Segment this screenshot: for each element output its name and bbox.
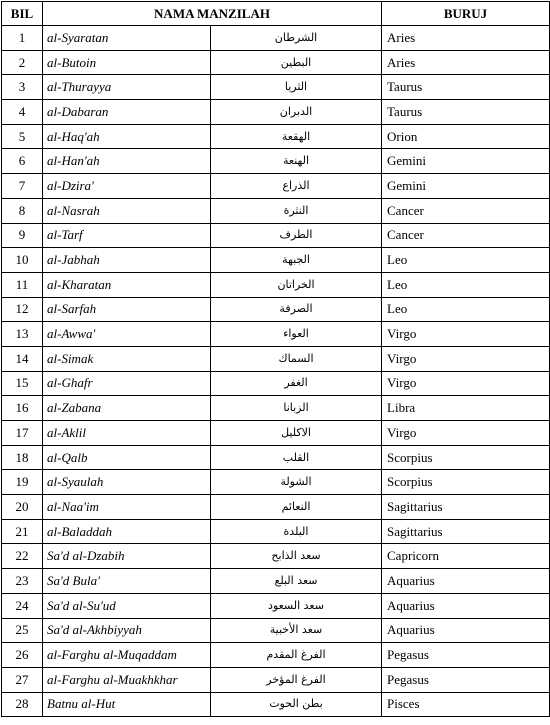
arabic-name-cell: السماك: [211, 346, 382, 371]
table-row: [2, 322, 550, 347]
bil-cell: 1: [2, 26, 43, 51]
bil-cell: 15: [2, 371, 43, 396]
bil-cell: 2: [2, 50, 43, 75]
arabic-name-cell: الشرطان: [211, 26, 382, 51]
arabic-name-cell: الاكليل: [211, 421, 382, 446]
arabic-name-cell: الغفر: [211, 371, 382, 396]
latin-name-cell: al-Simak: [43, 346, 211, 371]
table-row: [2, 495, 550, 520]
bil-cell: 8: [2, 198, 43, 223]
table-row: [2, 124, 550, 149]
latin-name-cell: al-Ghafr: [43, 371, 211, 396]
bil-cell: 28: [2, 692, 43, 717]
latin-name-cell: Sa'd Bula': [43, 569, 211, 594]
bil-cell: 24: [2, 593, 43, 618]
latin-name-cell: al-Jabhah: [43, 248, 211, 273]
header-buruj: BURUJ: [382, 2, 550, 26]
arabic-name-cell: سعد الأخبية: [211, 618, 382, 643]
table-row: [2, 100, 550, 125]
buruj-cell: Virgo: [382, 346, 550, 371]
buruj-cell: Taurus: [382, 75, 550, 100]
buruj-cell: Virgo: [382, 371, 550, 396]
bil-cell: 19: [2, 470, 43, 495]
latin-name-cell: al-Kharatan: [43, 272, 211, 297]
table-row: [2, 248, 550, 273]
bil-cell: 4: [2, 100, 43, 125]
latin-name-cell: al-Awwa': [43, 322, 211, 347]
buruj-cell: Gemini: [382, 174, 550, 199]
arabic-name-cell: الفرغ المؤخر: [211, 667, 382, 692]
table-row: [2, 26, 550, 51]
arabic-name-cell: العواء: [211, 322, 382, 347]
header-bil: BIL: [2, 2, 43, 26]
table-row: [2, 618, 550, 643]
table-row: [2, 519, 550, 544]
arabic-name-cell: البلدة: [211, 519, 382, 544]
bil-cell: 27: [2, 667, 43, 692]
header-row: [2, 2, 550, 26]
bil-cell: 26: [2, 643, 43, 668]
table-row: [2, 75, 550, 100]
table-row: [2, 272, 550, 297]
buruj-cell: Aries: [382, 26, 550, 51]
arabic-name-cell: الذراع: [211, 174, 382, 199]
bil-cell: 16: [2, 396, 43, 421]
arabic-name-cell: الهنعة: [211, 149, 382, 174]
table-row: [2, 198, 550, 223]
latin-name-cell: al-Syaratan: [43, 26, 211, 51]
table-row: [2, 544, 550, 569]
buruj-cell: Orion: [382, 124, 550, 149]
table-row: [2, 223, 550, 248]
table-row: [2, 470, 550, 495]
buruj-cell: Cancer: [382, 198, 550, 223]
latin-name-cell: al-Haq'ah: [43, 124, 211, 149]
arabic-name-cell: الشولة: [211, 470, 382, 495]
latin-name-cell: al-Thurayya: [43, 75, 211, 100]
latin-name-cell: al-Syaulah: [43, 470, 211, 495]
latin-name-cell: al-Butoin: [43, 50, 211, 75]
buruj-cell: Aquarius: [382, 593, 550, 618]
buruj-cell: Aquarius: [382, 618, 550, 643]
arabic-name-cell: الطرف: [211, 223, 382, 248]
buruj-cell: Pegasus: [382, 643, 550, 668]
arabic-name-cell: النثرة: [211, 198, 382, 223]
table-row: [2, 692, 550, 717]
table-row: [2, 445, 550, 470]
buruj-cell: Scorpius: [382, 470, 550, 495]
table-row: [2, 667, 550, 692]
latin-name-cell: al-Qalb: [43, 445, 211, 470]
latin-name-cell: al-Zabana: [43, 396, 211, 421]
buruj-cell: Leo: [382, 248, 550, 273]
buruj-cell: Gemini: [382, 149, 550, 174]
latin-name-cell: al-Sarfah: [43, 297, 211, 322]
table-row: [2, 421, 550, 446]
table-row: [2, 174, 550, 199]
arabic-name-cell: الدبران: [211, 100, 382, 125]
arabic-name-cell: الخراتان: [211, 272, 382, 297]
bil-cell: 13: [2, 322, 43, 347]
buruj-cell: Virgo: [382, 322, 550, 347]
bil-cell: 3: [2, 75, 43, 100]
latin-name-cell: Sa'd al-Dzabih: [43, 544, 211, 569]
buruj-cell: Capricorn: [382, 544, 550, 569]
bil-cell: 12: [2, 297, 43, 322]
bil-cell: 21: [2, 519, 43, 544]
bil-cell: 25: [2, 618, 43, 643]
latin-name-cell: al-Farghu al-Muqaddam: [43, 643, 211, 668]
arabic-name-cell: سعد البلع: [211, 569, 382, 594]
buruj-cell: Scorpius: [382, 445, 550, 470]
bil-cell: 10: [2, 248, 43, 273]
table-row: [2, 50, 550, 75]
buruj-cell: Cancer: [382, 223, 550, 248]
table-row: [2, 297, 550, 322]
buruj-cell: Aquarius: [382, 569, 550, 594]
arabic-name-cell: الصرفة: [211, 297, 382, 322]
bil-cell: 20: [2, 495, 43, 520]
latin-name-cell: al-Farghu al-Muakhkhar: [43, 667, 211, 692]
latin-name-cell: al-Dabaran: [43, 100, 211, 125]
manzilah-table: [1, 1, 550, 717]
arabic-name-cell: سعد السعود: [211, 593, 382, 618]
arabic-name-cell: الجبهة: [211, 248, 382, 273]
bil-cell: 18: [2, 445, 43, 470]
header-nama-manzilah: NAMA MANZILAH: [43, 2, 382, 26]
bil-cell: 14: [2, 346, 43, 371]
table-row: [2, 396, 550, 421]
bil-cell: 23: [2, 569, 43, 594]
arabic-name-cell: النعائم: [211, 495, 382, 520]
bil-cell: 22: [2, 544, 43, 569]
buruj-cell: Sagittarius: [382, 495, 550, 520]
table-row: [2, 149, 550, 174]
latin-name-cell: al-Tarf: [43, 223, 211, 248]
buruj-cell: Virgo: [382, 421, 550, 446]
arabic-name-cell: البطين: [211, 50, 382, 75]
buruj-cell: Sagittarius: [382, 519, 550, 544]
arabic-name-cell: بطن الحوت: [211, 692, 382, 717]
latin-name-cell: Sa'd al-Akhbiyyah: [43, 618, 211, 643]
table-row: [2, 643, 550, 668]
arabic-name-cell: الهقعة: [211, 124, 382, 149]
arabic-name-cell: الزبانا: [211, 396, 382, 421]
latin-name-cell: al-Dzira': [43, 174, 211, 199]
table-row: [2, 569, 550, 594]
buruj-cell: Pegasus: [382, 667, 550, 692]
buruj-cell: Pisces: [382, 692, 550, 717]
bil-cell: 5: [2, 124, 43, 149]
buruj-cell: Aries: [382, 50, 550, 75]
arabic-name-cell: الثريا: [211, 75, 382, 100]
buruj-cell: Libra: [382, 396, 550, 421]
bil-cell: 11: [2, 272, 43, 297]
table-row: [2, 371, 550, 396]
bil-cell: 6: [2, 149, 43, 174]
table-row: [2, 346, 550, 371]
latin-name-cell: al-Aklil: [43, 421, 211, 446]
buruj-cell: Leo: [382, 272, 550, 297]
arabic-name-cell: الفرغ المقدم: [211, 643, 382, 668]
latin-name-cell: Batnu al-Hut: [43, 692, 211, 717]
latin-name-cell: Sa'd al-Su'ud: [43, 593, 211, 618]
bil-cell: 9: [2, 223, 43, 248]
arabic-name-cell: سعد الذابح: [211, 544, 382, 569]
latin-name-cell: al-Nasrah: [43, 198, 211, 223]
latin-name-cell: al-Naa'im: [43, 495, 211, 520]
latin-name-cell: al-Baladdah: [43, 519, 211, 544]
table-row: [2, 593, 550, 618]
bil-cell: 7: [2, 174, 43, 199]
buruj-cell: Leo: [382, 297, 550, 322]
latin-name-cell: al-Han'ah: [43, 149, 211, 174]
buruj-cell: Taurus: [382, 100, 550, 125]
table-body: [2, 26, 550, 717]
bil-cell: 17: [2, 421, 43, 446]
arabic-name-cell: القلب: [211, 445, 382, 470]
